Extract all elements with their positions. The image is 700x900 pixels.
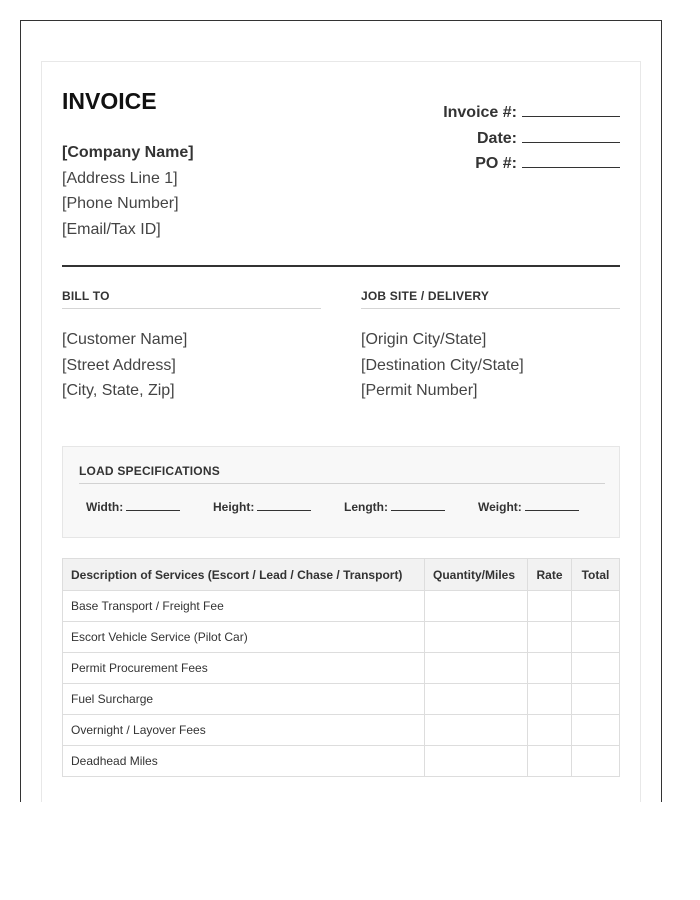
header-divider [62,265,620,267]
invoice-meta [380,100,620,177]
row-quantity[interactable] [425,684,528,715]
bill-to-section [62,289,321,404]
row-quantity[interactable] [425,622,528,653]
total-header: Total [571,559,619,591]
table-row [63,715,620,746]
width-label: Width: [86,500,124,514]
width-spec [86,500,180,514]
row-quantity[interactable] [425,746,528,777]
invoice-number-blank[interactable] [522,100,620,117]
po-blank[interactable] [522,151,620,168]
description-header: Description of Services (Escort / Lead / Chase / Transport) [63,559,425,591]
bill-to-heading: BILL TO [62,289,321,309]
invoice-title: INVOICE [62,88,157,114]
row-rate[interactable] [528,684,572,715]
row-description: Fuel Surcharge [63,684,425,715]
po-label: PO #: [475,155,517,172]
weight-blank[interactable] [525,500,579,511]
length-spec [344,500,445,514]
row-quantity[interactable] [425,591,528,622]
row-description: Deadhead Miles [63,746,425,777]
weight-label: Weight: [478,500,522,514]
customer-name: [Customer Name] [62,331,188,348]
row-rate[interactable] [528,746,572,777]
origin-city-state: [Origin City/State] [361,331,487,348]
table-row [63,622,620,653]
row-total[interactable] [571,715,619,746]
height-blank[interactable] [257,500,311,511]
row-description: Overnight / Layover Fees [63,715,425,746]
job-site-heading: JOB SITE / DELIVERY [361,289,620,309]
table-header-row [63,559,620,591]
invoice-number-label: Invoice #: [443,104,517,121]
length-blank[interactable] [391,500,445,511]
row-rate[interactable] [528,653,572,684]
job-site-section [361,289,620,404]
row-total[interactable] [571,653,619,684]
height-label: Height: [213,500,255,514]
row-description: Base Transport / Freight Fee [63,591,425,622]
date-blank[interactable] [522,126,620,143]
row-quantity[interactable] [425,715,528,746]
table-row [63,591,620,622]
height-spec [213,500,311,514]
load-specifications-heading: LOAD SPECIFICATIONS [79,464,605,484]
city-state-zip: [City, State, Zip] [62,382,175,399]
permit-number: [Permit Number] [361,382,478,399]
row-total[interactable] [571,746,619,777]
row-total[interactable] [571,622,619,653]
weight-spec [478,500,579,514]
row-rate[interactable] [528,622,572,653]
street-address: [Street Address] [62,356,176,374]
rate-header: Rate [528,559,572,591]
company-block [62,140,194,242]
length-label: Length: [344,500,388,514]
date-row [380,126,620,152]
row-quantity[interactable] [425,653,528,684]
company-name: [Company Name] [62,144,194,161]
date-label: Date: [476,129,517,147]
company-email: [Email/Tax ID] [62,220,161,238]
quantity-header: Quantity/Miles [425,559,528,591]
destination-city-state: [Destination City/State] [361,356,524,374]
table-row [63,746,620,777]
company-phone: [Phone Number] [62,195,179,212]
po-row [380,151,620,177]
load-specifications-box [62,446,620,538]
table-row [63,684,620,715]
row-total[interactable] [571,591,619,622]
services-table [62,558,620,777]
row-rate[interactable] [528,591,572,622]
row-total[interactable] [571,684,619,715]
row-rate[interactable] [528,715,572,746]
width-blank[interactable] [126,500,180,511]
row-description: Escort Vehicle Service (Pilot Car) [63,622,425,653]
row-description: Permit Procurement Fees [63,653,425,684]
table-row [63,653,620,684]
company-address: [Address Line 1] [62,169,178,187]
invoice-number-row [380,100,620,126]
